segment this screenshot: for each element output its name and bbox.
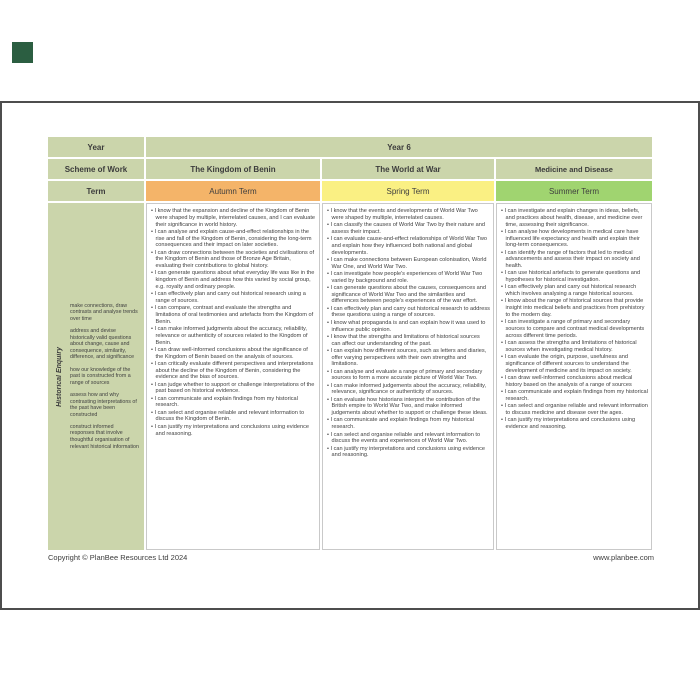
bullet-item: • I can identify the range of factors that led to medical advancements and assess their impact on society and health. [501, 249, 640, 270]
year-value-cell: Year 6 [146, 137, 652, 157]
footer-website: www.planbee.com [593, 553, 654, 562]
sidebar-skill-paragraphs [70, 203, 144, 550]
bullet-item: • I can judge whether to support or challenge interpretations of the past based on historical evidence. [151, 381, 315, 395]
bullet-item: • I can use historical artefacts to generate questions and hypotheses for historical investigation. [501, 270, 641, 284]
bullet-item: • I can evaluate cause-and-effect relationships of World War Two and explain how they influenced both national and global developments. [327, 236, 488, 256]
bullet-item: • I can investigate and explain changes in ideas, beliefs, and practices about health, disease, and medicine over time, assessing their significance. [501, 208, 643, 228]
bullet-item: • I know that the strengths and limitations of historical sources can affect our understanding of the past. [327, 333, 480, 347]
sidebar-paragraph: assess how and why contrasting interpretations of the past have been constructed [70, 391, 137, 418]
bullet-item: • I know that the expansion and decline of the Kingdom of Benin were shaped by multiple, interrelated causes, and I can evaluate their significance in world history. [151, 208, 316, 228]
bullet-item: • I can make informed judgements about the accuracy, reliability, relevance, significance or authenticity of sources. [327, 382, 487, 396]
sidebar-paragraph: make connections, draw contrasts and analyse trends over time [70, 302, 138, 322]
bullet-item: • I can draw well-informed conclusions about the significance of the Kingdom of Benin based on the analysis of sources. [151, 346, 308, 360]
scheme-cell-kingdom-of-benin: The Kingdom of Benin [146, 159, 320, 179]
footer-copyright: Copyright © PlanBee Resources Ltd 2024 [48, 553, 188, 562]
bullet-item: • I can justify my interpretations and conclusions using evidence and reasoning. [151, 423, 310, 437]
bullet-item: • I can analyse and explain cause-and-effect relationships in the rise and fall of the Kingdom of Benin, considering the long-term consequences and their impact on later societies. [151, 228, 312, 249]
term-cell-summer: Summer Term [496, 181, 652, 201]
bullet-item: • I can investigate a range of primary and secondary sources to compare and contrast medical developments across different time periods. [501, 319, 645, 339]
bullet-item: • I can effectively plan and carry out historical research using a range of sources. [151, 291, 306, 304]
bullet-item: • I can make connections between European colonisation, World War One, and World War Two. [327, 256, 487, 270]
bullet-item: • I can communicate and explain findings from my historical research. [151, 395, 298, 409]
bullet-item: • I can evaluate how historians interpret the contribution of the British empire to World War Two, and make informed judgements about whether to support or challenge these ideas. [327, 396, 488, 417]
bullet-item: • I can justify my interpretations and conclusions using evidence and reasoning. [327, 445, 486, 459]
bullet-item: • I can assess the strengths and limitations of historical sources when investigating medical history. [501, 340, 637, 353]
bullet-item: • I can generate questions about the causes, consequences and significance of World War Two and the similarities and differences between people's experiences of the war effort. [327, 284, 487, 305]
bullet-item: • I know what propaganda is and can explain how it was used to influence public opinion. [327, 319, 486, 333]
sidebar-paragraph: how our knowledge of the past is constructed from a range of sources [70, 366, 131, 386]
bullet-item: • I can analyse and evaluate a range of primary and secondary sources to form a more accurate picture of World War Two. [327, 368, 483, 382]
bullet-item: • I can make informed judgments about the accuracy, reliability, relevance or authenticity of sources related to the Kingdom of Benin. [151, 326, 308, 346]
scheme-of-work-label-cell: Scheme of Work [48, 159, 144, 179]
sidebar-paragraph: construct informed responses that involve thoughtful organisation of relevant historical information [70, 423, 139, 450]
bullet-item: • I can analyse how developments in medical care have influenced life expectancy and health and explain their long-term consequences. [501, 228, 640, 249]
bullet-item: • I can explain how different sources, such as letters and diaries, offer varying perspectives with their own strengths and limitations. [327, 347, 487, 368]
bullet-item: • I can draw well-informed conclusions about medical history based on the analysis of a range of sources [501, 374, 633, 388]
term-label-cell: Term [48, 181, 144, 201]
sidebar-paragraph: address and devise historically valid questions about change, cause and consequence, similarity, difference, and significance [70, 328, 135, 361]
year-label-cell: Year [48, 137, 144, 157]
bullet-item: • I can classify the causes of World War Two by their nature and assess their impact. [327, 222, 485, 235]
bullet-item: • I can effectively plan and carry out historical research which involves analysing a range historical sources. [501, 284, 637, 298]
bullet-item: • I can select and organise reliable and relevant information to discuss the Kingdom of Benin. [151, 409, 305, 423]
bullet-item: • I can compare, contrast and evaluate the strengths and limitations of oral testimonies and artefacts from the Kingdom of Benin. [151, 305, 314, 325]
bullet-item: • I know that the events and developments of World War Two were shaped by multiple, interrelated causes. [327, 208, 478, 221]
historical-enquiry-sidebar [48, 203, 144, 550]
sidebar-vertical-label: Historical Enquiry [55, 346, 63, 407]
bullet-item: • I can draw connections between the societies and civilisations of the Kingdom of Benin and those of Bronze Age Britain, evaluating their contributions to global history. [151, 249, 315, 270]
bullet-item: • I can select and organise reliable and relevant information to discuss medicine and disease over the ages. [501, 402, 648, 416]
bullet-item: • I know about the range of historical sources that provide insight into medical beliefs and practices from prehistory to the modern day. [501, 298, 645, 318]
bullet-item: • I can select and organise reliable and relevant information to discuss the events and experiences of World War Two. [327, 431, 481, 445]
planbee-logo-mark [12, 42, 33, 63]
curriculum-table [48, 137, 652, 550]
bullet-item: • I can critically evaluate different perspectives and interpretations about the decline of the Kingdom of Benin, considering the evidence and the bias of sources. [151, 360, 314, 381]
term-cell-autumn: Autumn Term [146, 181, 320, 201]
objectives-column-kingdom-of-benin [146, 203, 320, 550]
bullet-item: • I can communicate and explain findings from my historical research. [327, 417, 474, 431]
bullet-item: • I can justify my interpretations and conclusions using evidence and reasoning. [501, 416, 636, 430]
scheme-cell-world-at-war: The World at War [322, 159, 494, 179]
bullet-item: • I can investigate how people's experiences of World War Two varied by background and role. [327, 270, 483, 284]
bullet-item: • I can effectively plan and carry out historical research to address these questions using a range of sources. [327, 305, 490, 319]
sidebar-vertical-label-wrap [48, 203, 70, 550]
scheme-cell-medicine-and-disease: Medicine and Disease [496, 159, 652, 179]
bullet-item: • I can communicate and explain findings from my historical research. [501, 388, 648, 402]
objectives-column-medicine-and-disease [496, 203, 652, 550]
bullet-item: • I can evaluate the origin, purpose, usefulness and significance of different sources to understand the development of medicine and its impact on society. [501, 354, 632, 374]
bullet-item: • I can generate questions about what everyday life was like in the kingdom of Benin and address how this varied by social group, e.g. royalty and ordinary people. [151, 270, 315, 290]
term-cell-spring: Spring Term [322, 181, 494, 201]
page-footer [48, 553, 654, 562]
document-page [0, 101, 700, 610]
objectives-column-world-at-war [322, 203, 494, 550]
